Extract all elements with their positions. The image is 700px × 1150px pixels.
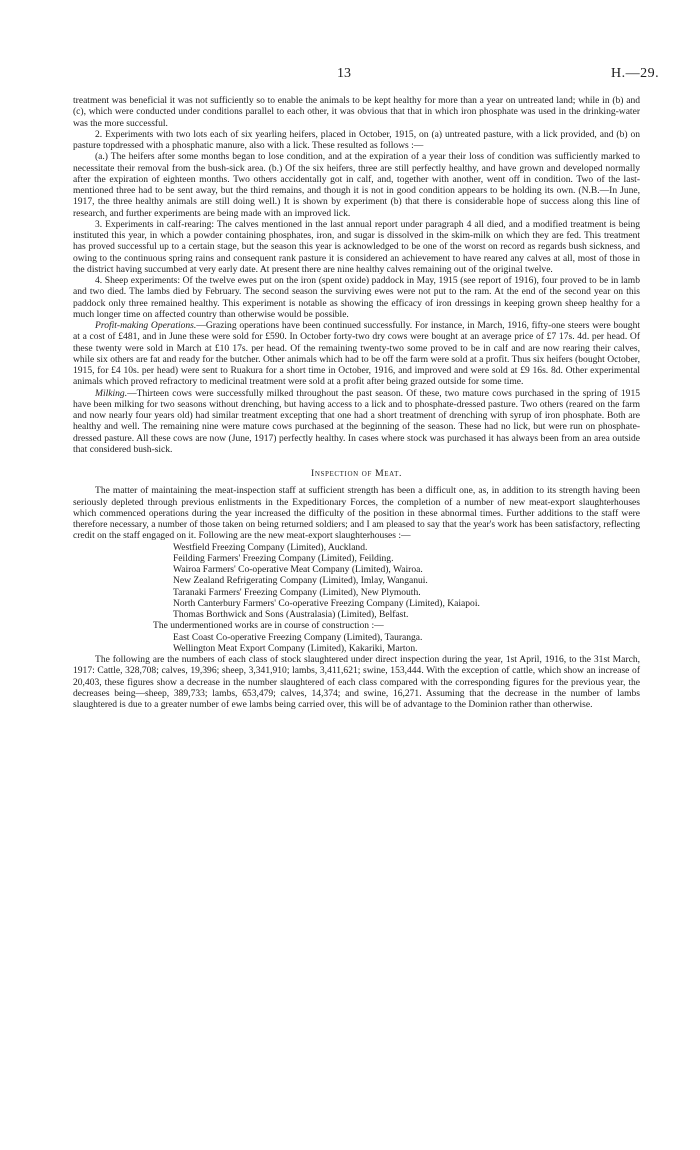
list-item: East Coast Co-operative Freezing Company (Limited), Tauranga. [173, 631, 423, 643]
paragraph: 3. Experiments in calf-rearing: The calves mentioned in the last annual report under paragraph 4 all died, and a modified treatment is being instituted this year, in which a powder containing phosphates, iron, and sugar is dissolved in the skim-milk on which they are fed. This treatment has proved successful up to a certain stage, but the season this year is acknowledged to be one of the worst on record as regards bush sickness, and owing to the continuous spring rains and consequent rank pasture it is considered an achievement to have reared any calves at all, most of those in the district having succumbed at very early date. At present there are nine healthy calves remaining out of the original twelve. [73, 218, 640, 275]
construction-list [73, 632, 640, 655]
section-heading: Inspection of Meat. [310, 468, 402, 479]
paragraph-heading: Profit-making Operations. [95, 320, 197, 331]
paragraph [73, 388, 640, 456]
document-reference: H.—29. [611, 66, 660, 81]
paragraph [73, 320, 640, 388]
list-item: North Canterbury Farmers' Co-operative Freezing Company (Limited), Kaiapoi. [173, 597, 480, 609]
paragraph: The following are the numbers of each class of stock slaughtered under direct inspection during the year, 1st April, 1916, to the 31st March, 1917: Cattle, 328,708; calves, 19,396; sheep, 3,341,910; lambs, 3,411,621; swine, 153,444. With the exception of cattle, which show an increase of 20,403, these figures show a decrease in the number slaughtered of each class compared with the corresponding figures for the previous year, the decreases being—sheep, 389,733; lambs, 653,479; calves, 14,374; and swine, 16,271. Assuming that the decrease in the number of lambs slaughtered is due to a greater number of ewe lambs being carried over, this will be of advantage to the Dominion rather than otherwise. [73, 654, 640, 710]
page-header [0, 66, 700, 86]
paragraph-text: —Thirteen cows were successfully milked throughout the past season. Of these, two mature cows purchased in the spring of 1915 have been milking for two seasons without drenching, but having access to a lick and to phosphate-dressed pasture. Two others (reared on the farm and now nearly four years old) had similar treatment excepting that one had a short treatment of drenching with syrup of iron phosphate. Both are healthy and well. The remaining nine were mature cows purchased at the beginning of the season. These had no lick, but were run on phosphate-dressed pasture. All these cows are now (June, 1917) perfectly healthy. In cases where stock was purchased it has always been from an area outside that considered bush-sick. [73, 387, 640, 455]
list-item: Taranaki Farmers' Freezing Company (Limited), New Plymouth. [173, 586, 421, 598]
paragraph: The matter of maintaining the meat-inspection staff at sufficient strength has been a difficult one, as, in addition to its strength having been seriously depleted through previous enlistments in the Expeditionary Forces, the completion of a number of new meat-export slaughterhouses which commenced operations during the year increased the difficulty of the position in these abnormal times. Further additions to the staff were therefore necessary, a number of those taken on being returned soldiers; and I am pleased to say that the year's work has been satisfactory, reflecting credit on the staff engaged on it. Following are the new meat-export slaughterhouses :— [73, 485, 640, 542]
paragraph: 2. Experiments with two lots each of six yearling heifers, placed in October, 1915, on (a) untreated pasture, with a lick provided, and (b) on pasture topdressed with a phosphatic manure, also with a lick. These resulted as follows :— [73, 128, 640, 151]
list-item: Wellington Meat Export Company (Limited), Kakariki, Marton. [173, 642, 418, 654]
paragraph-heading: Milking. [95, 387, 128, 399]
list-item: Thomas Borthwick and Sons (Australasia) (Limited), Belfast. [173, 609, 409, 620]
page-number: 13 [337, 66, 351, 81]
list-item: Feilding Farmers' Freezing Company (Limited), Feilding. [173, 552, 394, 564]
paragraph: (a.) The heifers after some months began to lose condition, and at the expiration of a year their loss of condition was sufficiently marked to necessitate their removal from the bush-sick area. (b.) Of the six heifers, three are still perfectly healthy, and have grown and developed normally after the expiration of eighteen months. Two others accidentally got in calf, and, together with another, went off in condition. Two of the last-mentioned three had to be sent away, but the third remains, and though it is not in good condition appears to be holding its own. (N.B.—In June, 1917, the three healthy animals are still doing well.) It is shown by experiment (b) that there is considerable hope of success along this line of research, and further experiments are being made with an improved lick. [73, 151, 640, 219]
paragraph-text: —Grazing operations have been continued successfully. For instance, in March, 1916, fifty-one steers were bought at a cost of £481, and in June these were sold for £590. In October forty-two dry cows were bought at an average price of £7 17s. 4d. per head. Of these twenty were sold in March at £10 17s. per head. Of the remaining twenty-two some proved to be in calf and are now rearing their calves, while six others are fat and ready for the butcher. Other animals which had to be off the farm were sold at a profit. Thus six heifers (bought October, 1915, for £4 10s. per head) were sent to Ruakura for a short time in October, 1916, and improved and were sold at £9 16s. 8d. Other experimental animals which proved refractory to medicinal treatment were sold at a profit after being grazed outside for some time. [73, 320, 641, 388]
paragraph: The undermentioned works are in course of construction :— [153, 620, 384, 632]
paragraph: 4. Sheep experiments: Of the twelve ewes put on the iron (spent oxide) paddock in May, 1915 (see report of 1916), four proved to be in lamb and two died. The lambs died by February. The second season the surviving ewes were not put to the ram. At the end of the second year on this paddock only three remained healthy. This experiment is notable as showing the efficacy of iron dressings in keeping grown sheep healthy for a much longer time on affected country than otherwise would be possible. [73, 275, 640, 320]
list-item: Wairoa Farmers' Co-operative Meat Company (Limited), Wairoa. [173, 564, 423, 575]
paragraph: treatment was beneficial it was not sufficiently so to enable the animals to be kept healthy for more than a year on untreated land; while in (b) and (c), which were conducted under conditions parallel to each other, it was obvious that that in which iron phosphate was used in the drinking-water was the more successful. [73, 95, 640, 129]
body-text [73, 95, 640, 710]
slaughterhouse-list [73, 542, 640, 621]
list-item: Westfield Freezing Company (Limited), Auckland. [173, 541, 368, 553]
list-item: New Zealand Refrigerating Company (Limited), Imlay, Wanganui. [173, 575, 428, 587]
